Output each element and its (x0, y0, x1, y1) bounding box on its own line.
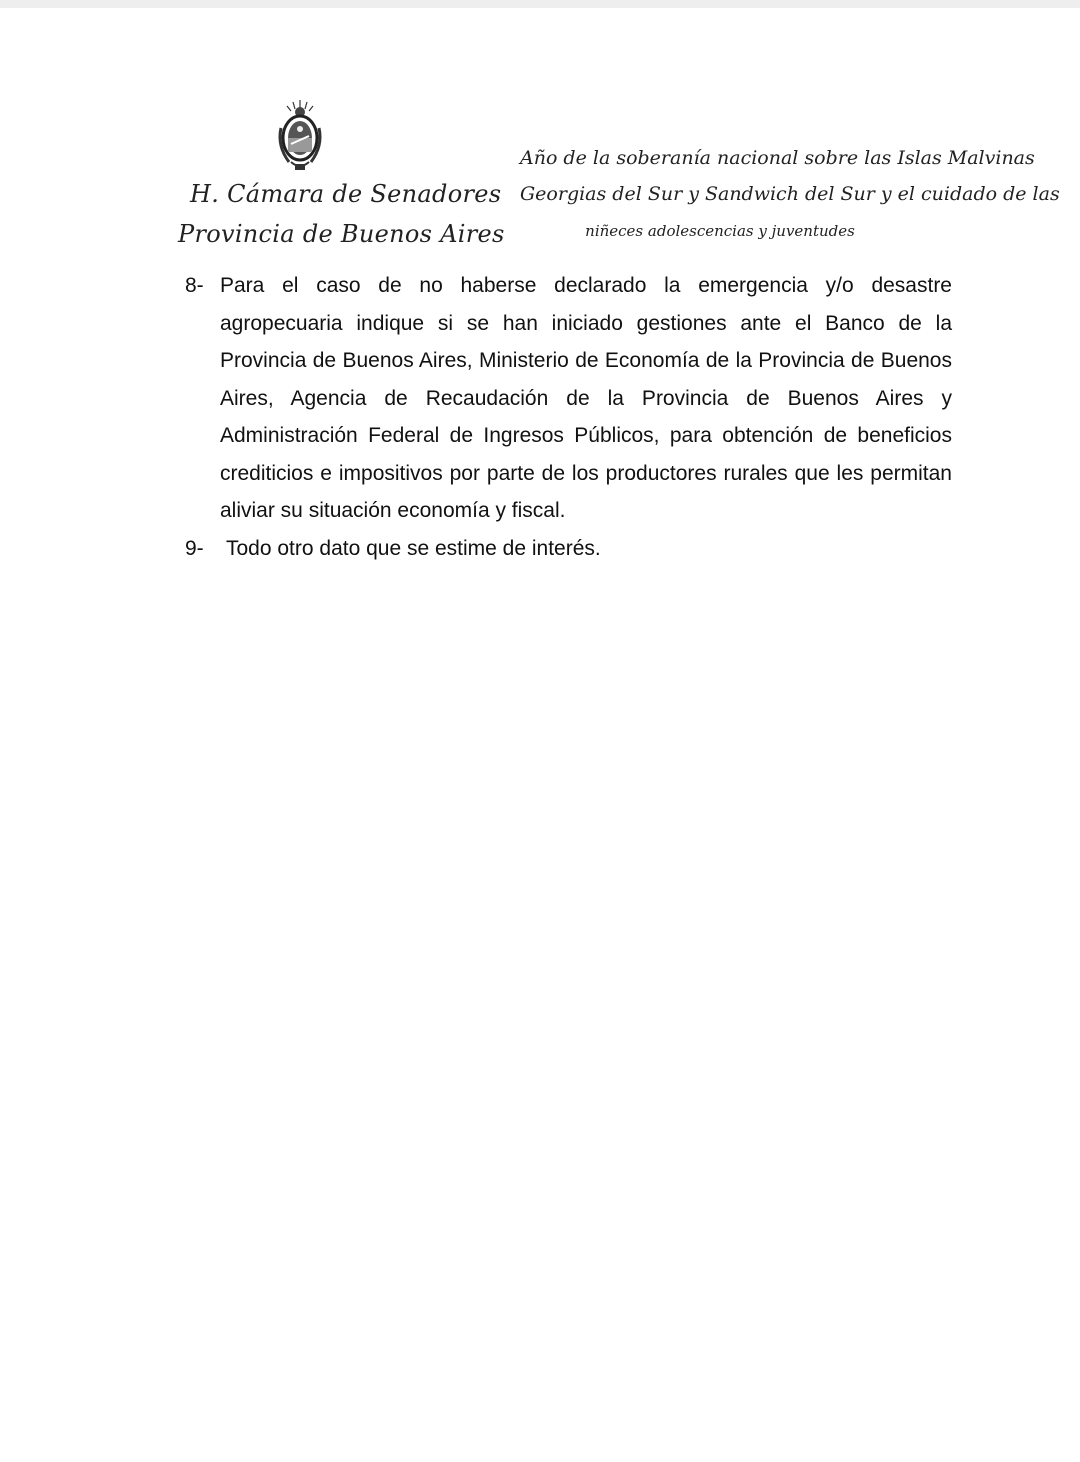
list-item-number: 8- (185, 274, 204, 297)
motto-line-1: Año de la soberanía nacional sobre las Islas Malvinas (520, 147, 1035, 169)
institution-province: Provincia de Buenos Aires (178, 220, 505, 248)
list-item-number: 9- (185, 537, 204, 560)
coat-of-arms-icon (273, 98, 327, 176)
motto-line-3: niñeces adolescencias y juventudes (585, 222, 855, 240)
institution-name: H. Cámara de Senadores (190, 180, 502, 208)
list-item-text: Para el caso de no haberse declarado la emergencia y/o desastre agropecuaria indique si se han iniciado gestiones ante el Banco de la Provincia de Buenos Aires, Ministerio de Economía de la Provincia de Buenos Aires, Agencia de Recaudación de la Provincia de Buenos Aires y Administración Federal de Ingresos Públicos, para obtención de beneficios crediticios e impositivos por parte de los productores rurales que les permitan aliviar su situación economía y fiscal. (220, 274, 952, 522)
list-item (185, 267, 952, 530)
list-item (185, 530, 952, 568)
list-item-text: Todo otro dato que se estime de interés. (226, 537, 601, 560)
year-motto (520, 142, 1060, 248)
motto-line-2: Georgias del Sur y Sandwich del Sur y el cuidado de las (520, 183, 1060, 205)
